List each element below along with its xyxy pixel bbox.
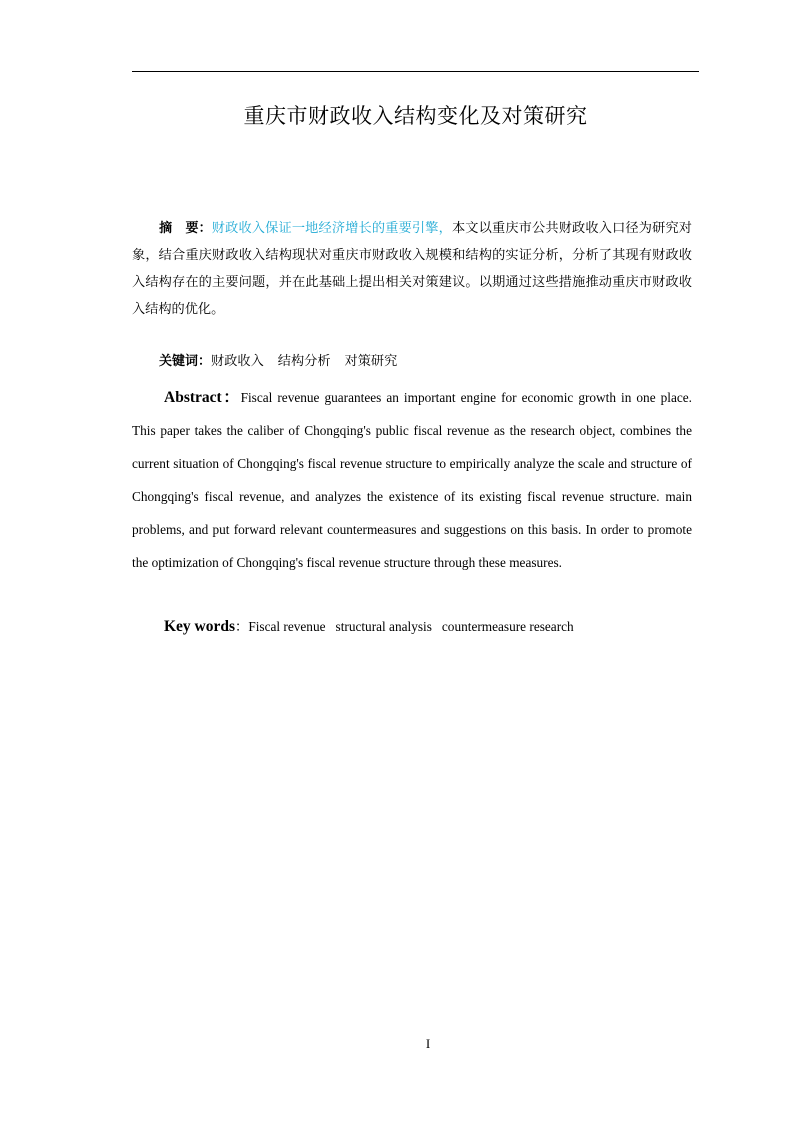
keywords-english: [164, 613, 694, 641]
keywords-chinese: [159, 348, 689, 375]
keywords-cn-label: 关键词：: [159, 354, 212, 369]
abstract-en-label: Abstract：: [164, 389, 241, 406]
page-title: 重庆市财政收入结构变化及对策研究: [243, 104, 588, 128]
abstract-english: [132, 381, 692, 579]
abstract-chinese: [132, 215, 692, 323]
keywords-en-separator: ：: [235, 619, 249, 634]
abstract-cn-body: 本文以重庆市公共财政收入口径为研究对象，结合重庆财政收入结构现状对重庆市财政收入规模和结构的实证分析，分析了其现有财政收入结构存在的主要问题，并在此基础上提出相关对策建议。以期通过这些措施推动重庆市财政收入结构的优化。: [132, 221, 692, 317]
abstract-cn-highlight: 财政收入保证一地经济增长的重要引擎，: [211, 221, 452, 236]
keyword-cn-item: 对策研究: [344, 354, 398, 369]
abstract-cn-label: 摘 要：: [159, 221, 212, 236]
page-number: I: [425, 1036, 431, 1051]
keyword-en-item: structural analysis: [335, 619, 432, 634]
keyword-cn-item: 结构分析: [277, 354, 331, 369]
keyword-en-item: Fiscal revenue: [248, 619, 326, 634]
keyword-cn-item: 财政收入: [211, 354, 264, 369]
header-rule: [132, 71, 699, 72]
abstract-en-body: Fiscal revenue guarantees an important engine for economic growth in one place. This paper takes the caliber of Chongqing's public fiscal revenue as the research object, combines the current situation of Chongqing's fiscal revenue structure to empirically analyze the scale and structure of Chongqing's fiscal revenue, and analyzes the existence of its existing fiscal revenue structure. main problems, and put forward relevant countermeasures and suggestions on this basis. In order to promote the optimization of Chongqing's fiscal revenue structure through these measures.: [132, 390, 692, 570]
keyword-en-item: countermeasure research: [441, 619, 574, 634]
keywords-en-label: Key words: [164, 618, 236, 635]
